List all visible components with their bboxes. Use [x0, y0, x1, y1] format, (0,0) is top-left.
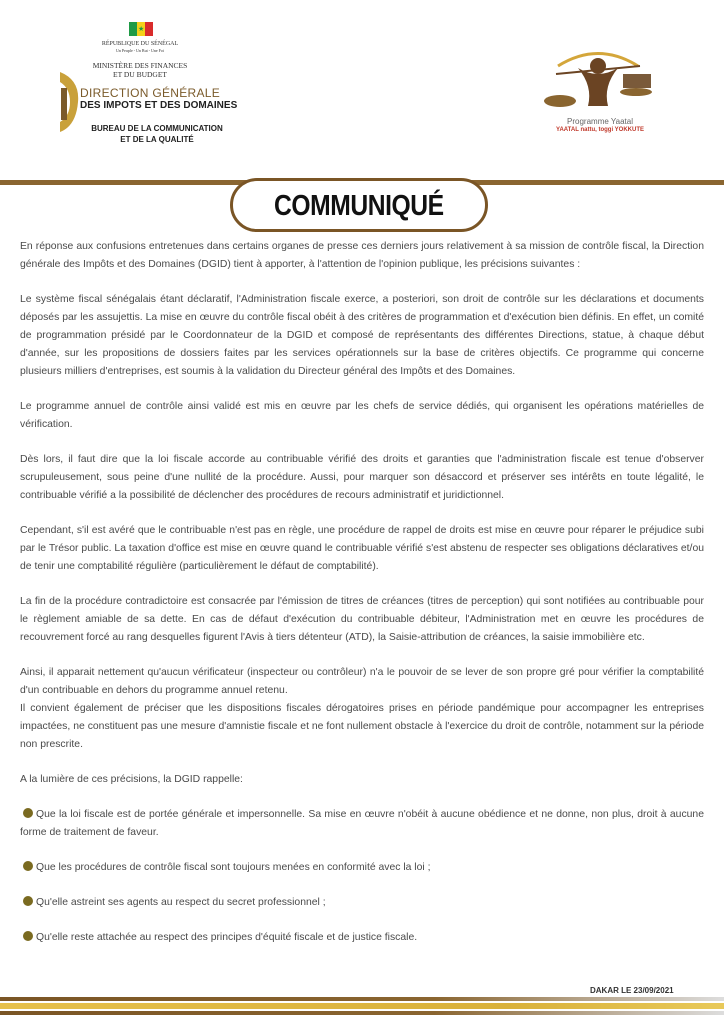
- page-title: COMMUNIQUÉ: [274, 190, 444, 222]
- senegal-flag-icon: ★: [129, 22, 153, 36]
- paragraph: En réponse aux confusions entretenues dans certains organes de presse ces derniers jours relativement à sa mission de contrôle fiscal, la Direction générale des Impôts et des Domaines (DGID) tient à apporter, à l'attention de l'opinion publique, les précisions suivantes :: [20, 241, 704, 270]
- bullet-icon: [23, 896, 33, 906]
- paragraph: Dès lors, il faut dire que la loi fiscale accorde au contribuable vérifié des droits et garanties que l'administration fiscale est tenue d'observer scrupuleusement, sous peine d'une nullité de la procédure. Aussi, pour marquer son désaccord et préserver ses intérêts en toute légalité, le contribuable vérifié a la possibilité de déclencher des procédures de recours administratif et juridictionnel.: [20, 454, 704, 501]
- program-name: Programme Yaatal: [567, 117, 633, 126]
- paragraph: Le système fiscal sénégalais étant déclaratif, l'Administration fiscale exerce, a posteriori, son droit de contrôle sur les déclarations et documents déposés par les assujettis. La mise en œuvre du contrôle fiscal obéit à des critères de programmation et d'exécution bien définis. En effet, un comité de programmation présidé par le Coordonnateur de la DGID et composé de représentants des différentes Directions, statue, à chaque début d'année, sur les propositions de dossiers faites par les services opérationnels sur la base de critères objectifs. Ce programme qui concerne plusieurs milliers d'entreprises, est soumis à la validation du Directeur général des Impôts et des Domaines.: [20, 294, 704, 377]
- dg-title: DIRECTION GÉNÉRALE: [80, 86, 221, 100]
- bullet-item: Que les procédures de contrôle fiscal sont toujours menées en conformité avec la loi ;: [20, 859, 704, 877]
- footer-stripe: [0, 1011, 724, 1015]
- republic-label: RÉPUBLIQUE DU SÉNÉGAL: [101, 41, 179, 47]
- date-label: DAKAR LE 23/09/2021: [590, 986, 674, 995]
- footer-stripe: [0, 997, 724, 1001]
- bullet-item: Qu'elle astreint ses agents au respect du secret professionnel ;: [20, 894, 704, 912]
- communique-body: [20, 238, 704, 964]
- bullet-icon: [23, 808, 33, 818]
- paragraph: Le programme annuel de contrôle ainsi validé est mis en œuvre par les chefs de service dédiés, qui organisent les opérations matérielles de vérification.: [20, 401, 704, 430]
- dg-subtitle: DES IMPOTS ET DES DOMAINES: [80, 100, 238, 111]
- paragraph: Ainsi, il apparait nettement qu'aucun vérificateur (inspecteur ou contrôleur) n'a le pouvoir de se lever de son propre gré pour vérifier la comptabilité d'un contribuable en dehors du programme annuel retenu. Il convient également de préciser que les dispositions fiscales dérogatoires prises en période pandémique pour accompagner les entreprises impactées, ne constituent pas une mesure d'amnistie fiscale et ne font nullement obstacle à l'exercice du droit de contrôle, notamment sur la période non prescrite.: [20, 667, 704, 750]
- bullet-item: Que la loi fiscale est de portée générale et impersonnelle. Sa mise en œuvre n'obéit à aucune obédience et ne donne, non plus, droit à aucune forme de traitement de faveur.: [20, 809, 704, 838]
- bullet-item: Qu'elle reste attachée au respect des principes d'équité fiscale et de justice fiscale.: [20, 929, 704, 947]
- bullet-icon: [23, 931, 33, 941]
- yaatal-logo-icon: [538, 46, 658, 118]
- title-frame: [230, 178, 488, 232]
- motto: Un Peuple - Un But - Une Foi: [115, 48, 165, 53]
- paragraph: La fin de la procédure contradictoire est consacrée par l'émission de titres de créances (titres de perception) qui sont notifiées au contribuable pour le règlement amiable de sa dette. En cas de défaut d'exécution du contribuable débiteur, l'Administration met en œuvre les procédures de recouvrement forcé au rang desquelles figurent l'Avis à tiers détenteur (ATD), la Saisie-attribution de créances, la saisie immobilière etc.: [20, 596, 704, 643]
- ministry-label: MINISTÈRE DES FINANCES ET DU BUDGET: [92, 61, 188, 79]
- program-slogan: YAATAL nattu, toggi YOKKUTE: [556, 127, 644, 133]
- bureau-label: BUREAU DE LA COMMUNICATION ET DE LA QUALITÉ: [91, 124, 223, 144]
- paragraph: Cependant, s'il est avéré que le contribuable n'est pas en règle, une procédure de rappel de droits est mise en œuvre pour réparer le préjudice subi par le Trésor public. La taxation d'office est mise en œuvre quand le contribuable vérifié s'est abstenu de respecter ses obligations déclaratives et/ou de tenir une comptabilité régulière (particulièrement le défaut de comptabilité).: [20, 525, 704, 572]
- bullet-icon: [23, 861, 33, 871]
- reminder-intro: A la lumière de ces précisions, la DGID rappelle:: [20, 774, 243, 785]
- footer-stripe: [0, 1003, 724, 1009]
